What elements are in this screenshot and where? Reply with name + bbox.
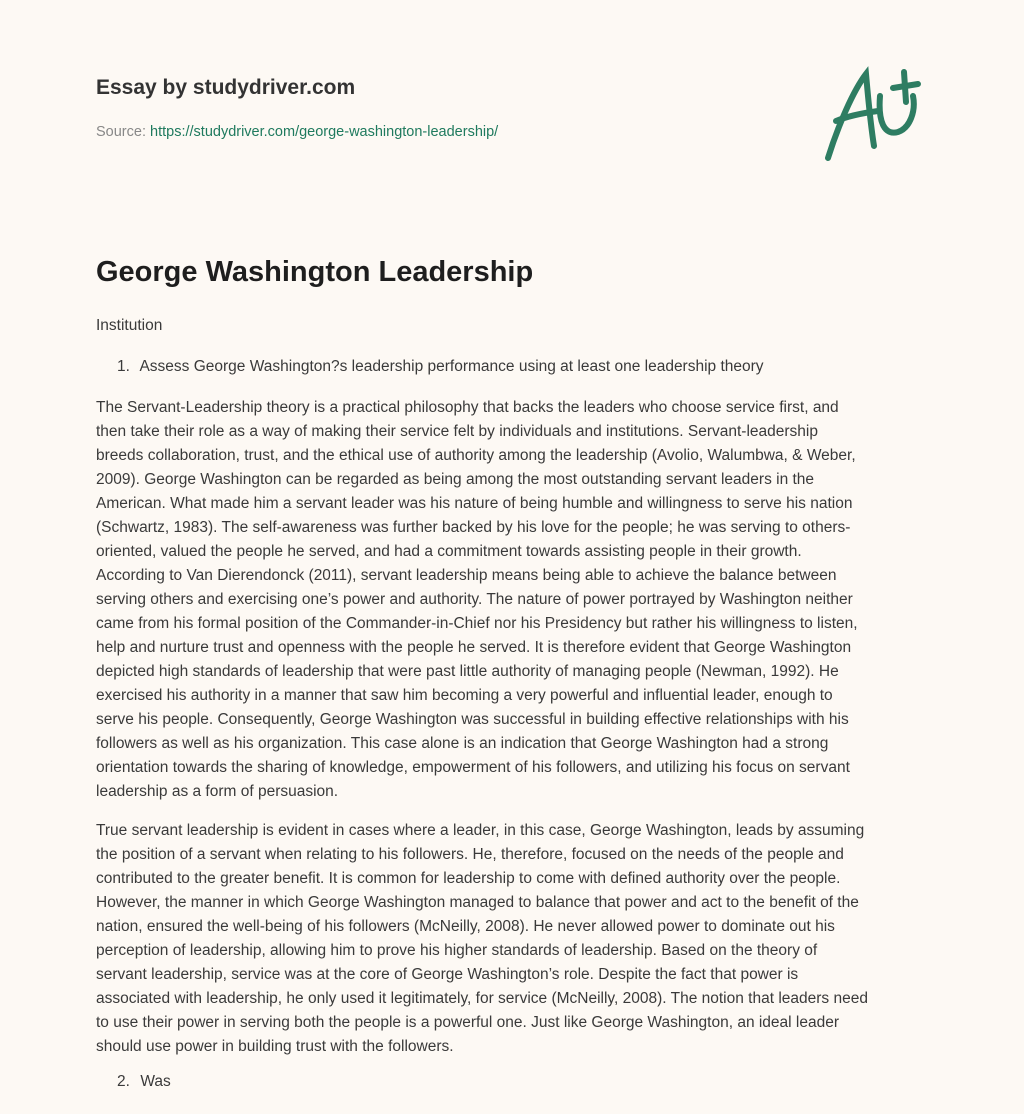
paragraph-line: According to Van Dierendonck (2011), servant leadership means being able to achieve the balance between xyxy=(96,567,837,584)
paragraph-line: the position of a servant when relating to his followers. He, therefore, focused on the needs of the people and xyxy=(96,846,844,863)
paragraph-line: (Schwartz, 1983). The self-awareness was further backed by his love for the people; he was serving to others- xyxy=(96,519,851,536)
paragraph-line: followers as well as his organization. This case alone is an indication that George Washington had a strong xyxy=(96,735,829,752)
list-text: Assess George Washington?s leadership performance using at least one leadership theory xyxy=(139,358,764,375)
list-item xyxy=(117,1073,171,1091)
paragraph-line: contributed to the greater benefit. It is common for leadership to come with defined authority over the people. xyxy=(96,870,841,887)
paragraph-line: oriented, valued the people he served, and had a commitment towards assisting people in their growth. xyxy=(96,543,802,560)
source-label: Source: xyxy=(96,124,146,140)
paragraph-line: nation, ensured the well-being of his followers (McNeilly, 2008). He never allowed power to dominate out his xyxy=(96,918,835,935)
paragraph-line: should use power in building trust with the followers. xyxy=(96,1038,454,1055)
list-item xyxy=(117,358,764,376)
paragraph-line: to use their power in serving both the people is a powerful one. Just like George Washington, an ideal leader xyxy=(96,1014,840,1031)
paragraph-line: True servant leadership is evident in cases where a leader, in this case, George Washington, leads by assuming xyxy=(96,822,865,839)
a-plus-logo-icon xyxy=(818,66,933,166)
brand-title: Essay by studydriver.com xyxy=(96,76,356,99)
list-number: 1. xyxy=(117,358,130,375)
paragraph-2 xyxy=(96,819,868,1059)
paragraph-line: breeds collaboration, trust, and the ethical use of authority among the leadership (Avolio, Walumbwa, & Weber, xyxy=(96,447,856,464)
paragraph-line: then take their role as a way of making their service felt by individuals and institutions. Servant-leadership xyxy=(96,423,818,440)
list-text: Was xyxy=(140,1073,171,1090)
paragraph-line: depicted high standards of leadership that were past little authority of managing people (Newman, 1992). He xyxy=(96,663,839,680)
paragraph-line: However, the manner in which George Washington managed to balance that power and act to the benefit of the xyxy=(96,894,859,911)
paragraph-line: American. What made him a servant leader was his nature of being humble and willingness to serve his nation xyxy=(96,495,853,512)
paragraph-line: exercised his authority in a manner that saw him becoming a very powerful and influential leader, enough to xyxy=(96,687,833,704)
paragraph-line: leadership as a form of persuasion. xyxy=(96,783,339,800)
source-link[interactable]: https://studydriver.com/george-washington-leadership/ xyxy=(150,124,499,140)
paragraph-line: orientation towards the sharing of knowledge, empowerment of his followers, and utilizing his focus on servant xyxy=(96,759,850,776)
paragraph-line: help and nurture trust and openness with the people he served. It is therefore evident that George Washington xyxy=(96,639,852,656)
paragraph-line: The Servant-Leadership theory is a practical philosophy that backs the leaders who choose service first, and xyxy=(96,399,839,416)
paragraph-line: came from his formal position of the Commander-in-Chief nor his Presidency but rather his willingness to listen, xyxy=(96,615,858,632)
page-title: George Washington Leadership xyxy=(96,256,534,288)
paragraph-line: 2009). George Washington can be regarded as being among the most outstanding servant leaders in the xyxy=(96,471,815,488)
paragraph-line: associated with leadership, he only used it legitimately, for service (McNeilly, 2008). The notion that leaders need xyxy=(96,990,868,1007)
paragraph-1 xyxy=(96,396,858,804)
paragraph-line: servant leadership, service was at the core of George Washington’s role. Despite the fact that power is xyxy=(96,966,799,983)
paragraph-line: perception of leadership, allowing him to prove his higher standards of leadership. Based on the theory of xyxy=(96,942,818,959)
paragraph-line: serving others and exercising one’s power and authority. The nature of power portrayed by Washington neither xyxy=(96,591,853,608)
institution-label: Institution xyxy=(96,317,163,334)
paragraph-line: serve his people. Consequently, George Washington was successful in building effective relationships with his xyxy=(96,711,849,728)
source-line xyxy=(96,124,498,140)
list-number: 2. xyxy=(117,1073,130,1090)
